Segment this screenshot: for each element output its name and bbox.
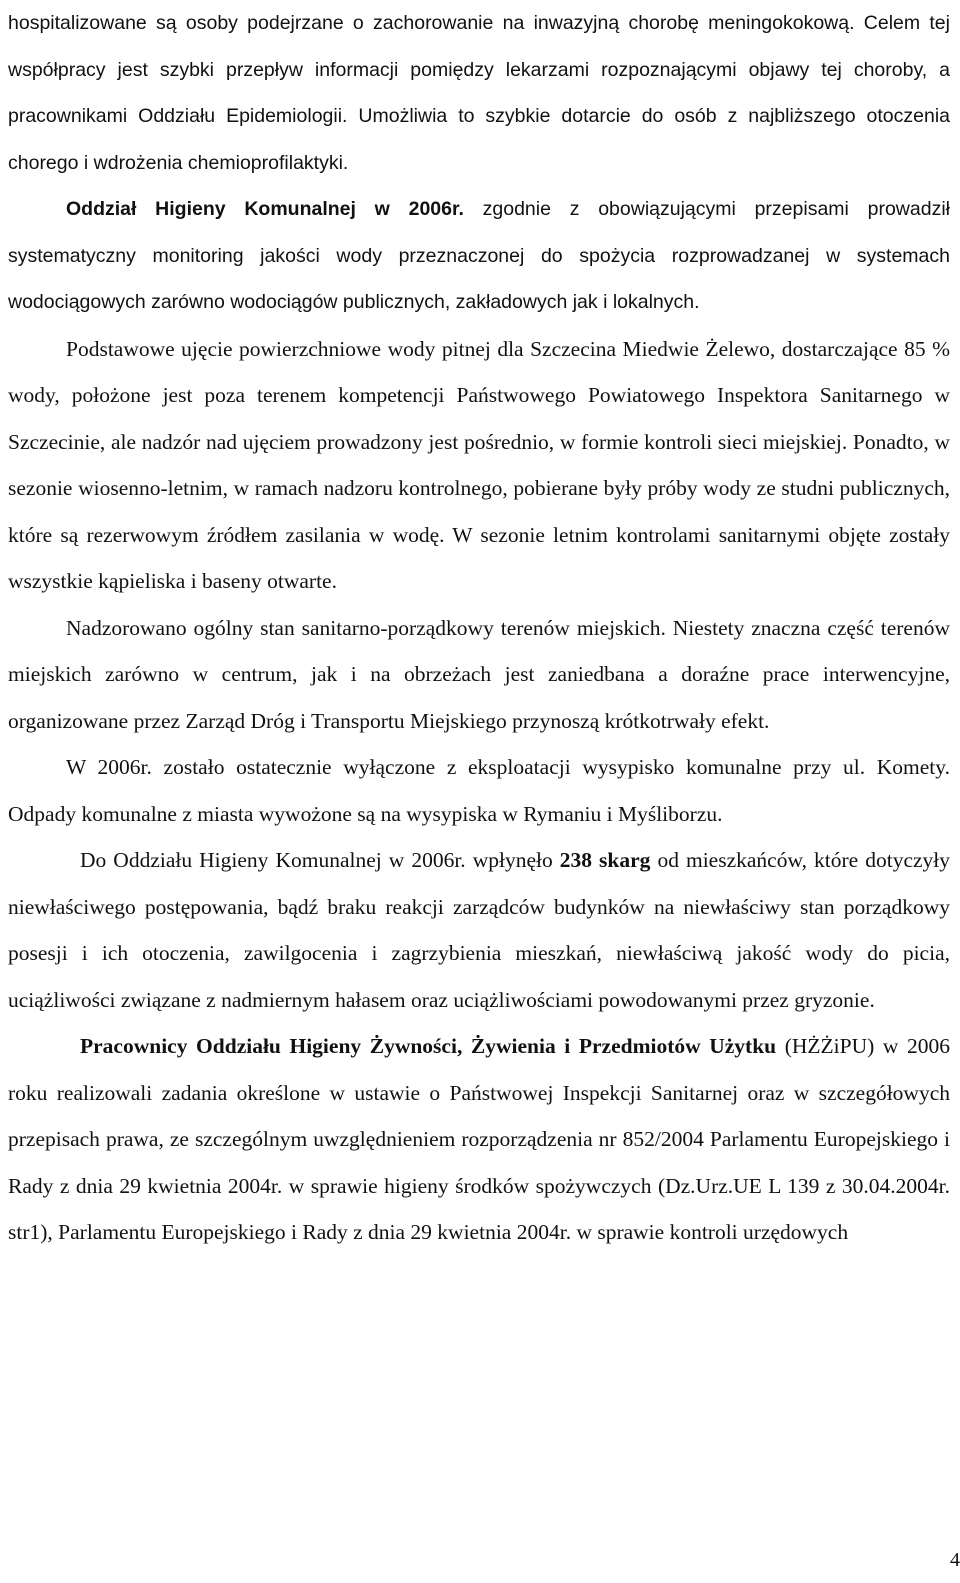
paragraph-communal-hygiene (8, 186, 950, 326)
paragraph-food-hygiene (8, 1023, 950, 1256)
section-lead-food-hygiene: Pracownicy Oddziału Higieny Żywności, Żywienia i Przedmiotów Użytku (80, 1034, 777, 1058)
document-page (8, 0, 950, 1256)
paragraph-text: od mieszkańców, które dotyczyły niewłaściwego postępowania, bądź braku reakcji zarządców budynków na niewłaściwy stan porządkowy posesji i ich otoczenia, zawilgocenia i zagrzybienia mieszkań, niewłaściwą jakość wody do picia, uciążliwości związane z nadmiernym hałasem oraz uciążliwościami powodowanymi przez gryzonie. (8, 848, 951, 1012)
paragraph-text: zgodnie z obowiązującymi przepisami prowadził systematyczny monitoring jakości wody przeznaczonej do spożycia rozprowadzanej w systemach wodociągowych zarówno wodociągów publicznych, zakładowych jak i lokalnych. (8, 198, 950, 313)
paragraph-text: hospitalizowane są osoby podejrzane o zachorowanie na inwazyjną chorobę meningokokową. Celem tej współpracy jest szybki przepływ informacji pomiędzy lekarzami rozpoznającymi objawy tej choroby, a pracownikami Oddziału Epidemiologii. Umożliwia to szybkie dotarcie do osób z najbliższego otoczenia chorego i wdrożenia chemioprofilaktyki. (8, 12, 950, 174)
paragraph-water-intake (8, 326, 950, 605)
paragraph-text: (HŻŻiPU) w 2006 roku realizowali zadania określone w ustawie o Państwowej Inspekcji Sanitarnej oraz w szczegółowych przepisach prawa, ze szczególnym uwzględnieniem rozporządzenia nr 852/2004 Parlamentu Europejskiego i Rady z dnia 29 kwietnia 2004r. w sprawie higieny środków spożywczych (Dz.Urz.UE L 139 z 30.04.2004r. str1), Parlamentu Europejskiego i Rady z dnia 29 kwietnia 2004r. w sprawie kontroli urzędowych (8, 1034, 950, 1244)
paragraph-epidemiology (8, 0, 950, 186)
paragraph-text: W 2006r. zostało ostatecznie wyłączone z eksploatacji wysypisko komunalne przy ul. Komety. Odpady komunalne z miasta wywożone są na wysypiska w Rymaniu i Myśliborzu. (8, 755, 950, 826)
complaints-count: 238 skarg (559, 848, 651, 872)
paragraph-text: Do Oddziału Higieny Komunalnej w 2006r. wpłynęło (80, 848, 560, 872)
page-number: 4 (950, 1549, 960, 1571)
paragraph-text: Podstawowe ujęcie powierzchniowe wody pitnej dla Szczecina Miedwie Żelewo, dostarczające 85 % wody, położone jest poza terenem kompetencji Państwowego Powiatowego Inspektora Sanitarnego w Szczecinie, ale nadzór nad ujęciem prowadzony jest pośrednio, w formie kontroli sieci miejskiej. Ponadto, w sezonie wiosenno-letnim, w ramach nadzoru kontrolnego, pobierane były próby wody ze studni publicznych, które są rezerwowym źródłem zasilania w wodę. W sezonie letnim kontrolami sanitarnymi objęte zostały wszystkie kąpieliska i baseny otwarte. (8, 336, 950, 593)
section-lead-communal-hygiene: Oddział Higieny Komunalnej w 2006r. (66, 198, 464, 220)
paragraph-text: Nadzorowano ogólny stan sanitarno-porządkowy terenów miejskich. Niestety znaczna część terenów miejskich zarówno w centrum, jak i na obrzeżach jest zaniedbana a doraźne prace interwencyjne, organizowane przez Zarząd Dróg i Transportu Miejskiego przynoszą krótkotrwały efekt. (8, 615, 950, 733)
paragraph-landfill (8, 744, 950, 837)
paragraph-complaints (8, 837, 950, 1023)
paragraph-city-areas (8, 605, 950, 745)
